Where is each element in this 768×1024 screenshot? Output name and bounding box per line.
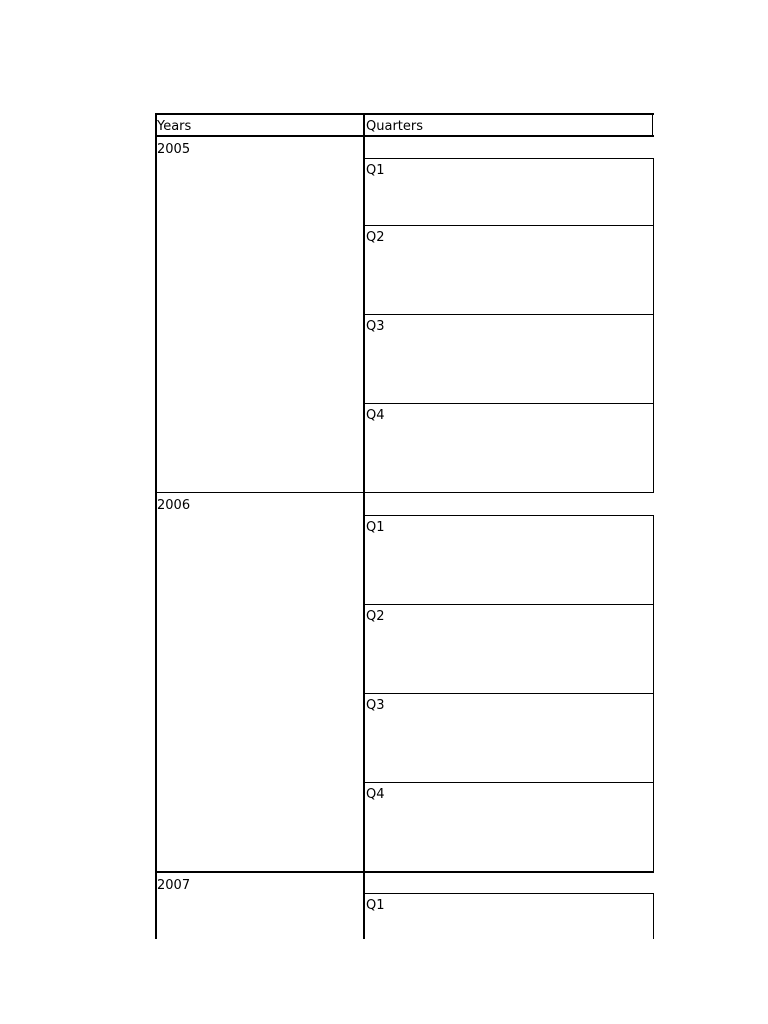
quarter-label: Q1: [366, 898, 385, 913]
quarter-cell: [364, 782, 654, 872]
quarter-cell: [364, 158, 654, 226]
row-divider: [155, 492, 365, 493]
header-years: Years: [157, 119, 192, 134]
year-cell: 2005: [157, 142, 191, 157]
quarter-label: Q3: [366, 698, 385, 713]
quarter-cell: [364, 693, 654, 783]
years-quarters-table: [155, 113, 654, 939]
header-quarters: Quarters: [366, 119, 423, 134]
quarter-cell: [364, 515, 654, 605]
quarter-label: Q2: [366, 609, 385, 624]
quarter-label: Q4: [366, 408, 385, 423]
year-cell: 2006: [157, 498, 191, 513]
quarter-cell: [364, 403, 654, 493]
quarter-cell: [364, 604, 654, 694]
quarter-label: Q1: [366, 520, 385, 535]
quarter-cell: [364, 893, 654, 939]
quarter-label: Q1: [366, 163, 385, 178]
year-cell: 2007: [157, 878, 191, 893]
quarter-cell: [364, 225, 654, 315]
quarter-label: Q3: [366, 319, 385, 334]
table-left-border: [155, 113, 157, 939]
quarter-label: Q2: [366, 230, 385, 245]
quarter-label: Q4: [366, 787, 385, 802]
quarter-cell: [364, 314, 654, 404]
row-divider: [155, 871, 654, 873]
table-header-row: [155, 113, 654, 137]
